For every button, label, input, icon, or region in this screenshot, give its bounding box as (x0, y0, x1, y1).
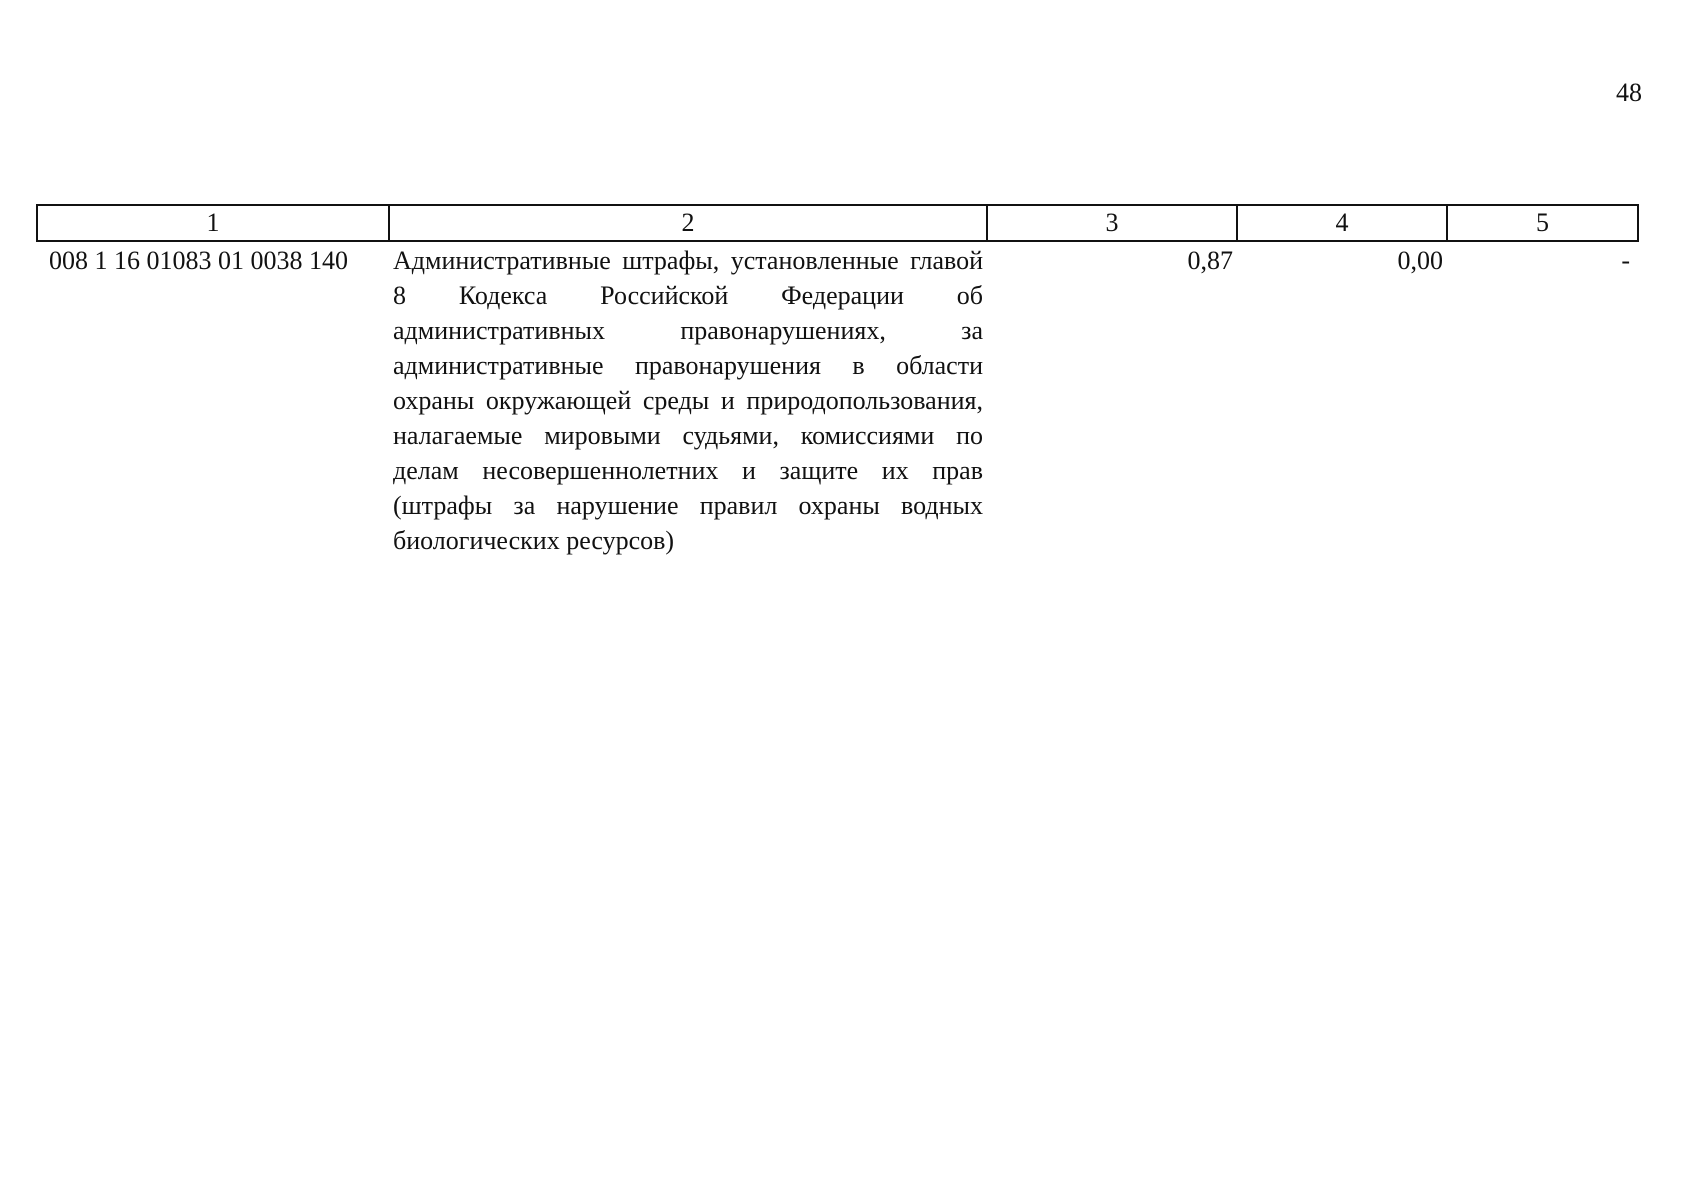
header-row (37, 205, 1638, 241)
table-container (36, 204, 1637, 558)
budget-code-cell: 008 1 16 01083 01 0038 140 (49, 246, 348, 275)
table-body (37, 241, 1638, 558)
table-header (37, 205, 1638, 241)
table-row (37, 241, 1638, 558)
value-cell-col5: - (1621, 246, 1630, 275)
value-cell-col3: 0,87 (1187, 246, 1233, 275)
column-header-2: 2 (389, 205, 987, 241)
page-number: 48 (1616, 78, 1642, 107)
column-header-5: 5 (1447, 205, 1638, 241)
budget-table (36, 204, 1639, 558)
column-header-4: 4 (1237, 205, 1447, 241)
value-cell-col4: 0,00 (1397, 246, 1443, 275)
column-header-3: 3 (987, 205, 1237, 241)
description-cell: Административные штрафы, установленные главой 8 Кодекса Российской Федерации об административных правонарушениях, за административные правонарушения в области охраны окружающей среды и природопользования, налагаемые мировыми судьями, комиссиями по делам несовершеннолетних и защите их прав (штрафы за нарушение правил охраны водных биологических ресурсов) (393, 246, 983, 555)
column-header-1: 1 (37, 205, 389, 241)
